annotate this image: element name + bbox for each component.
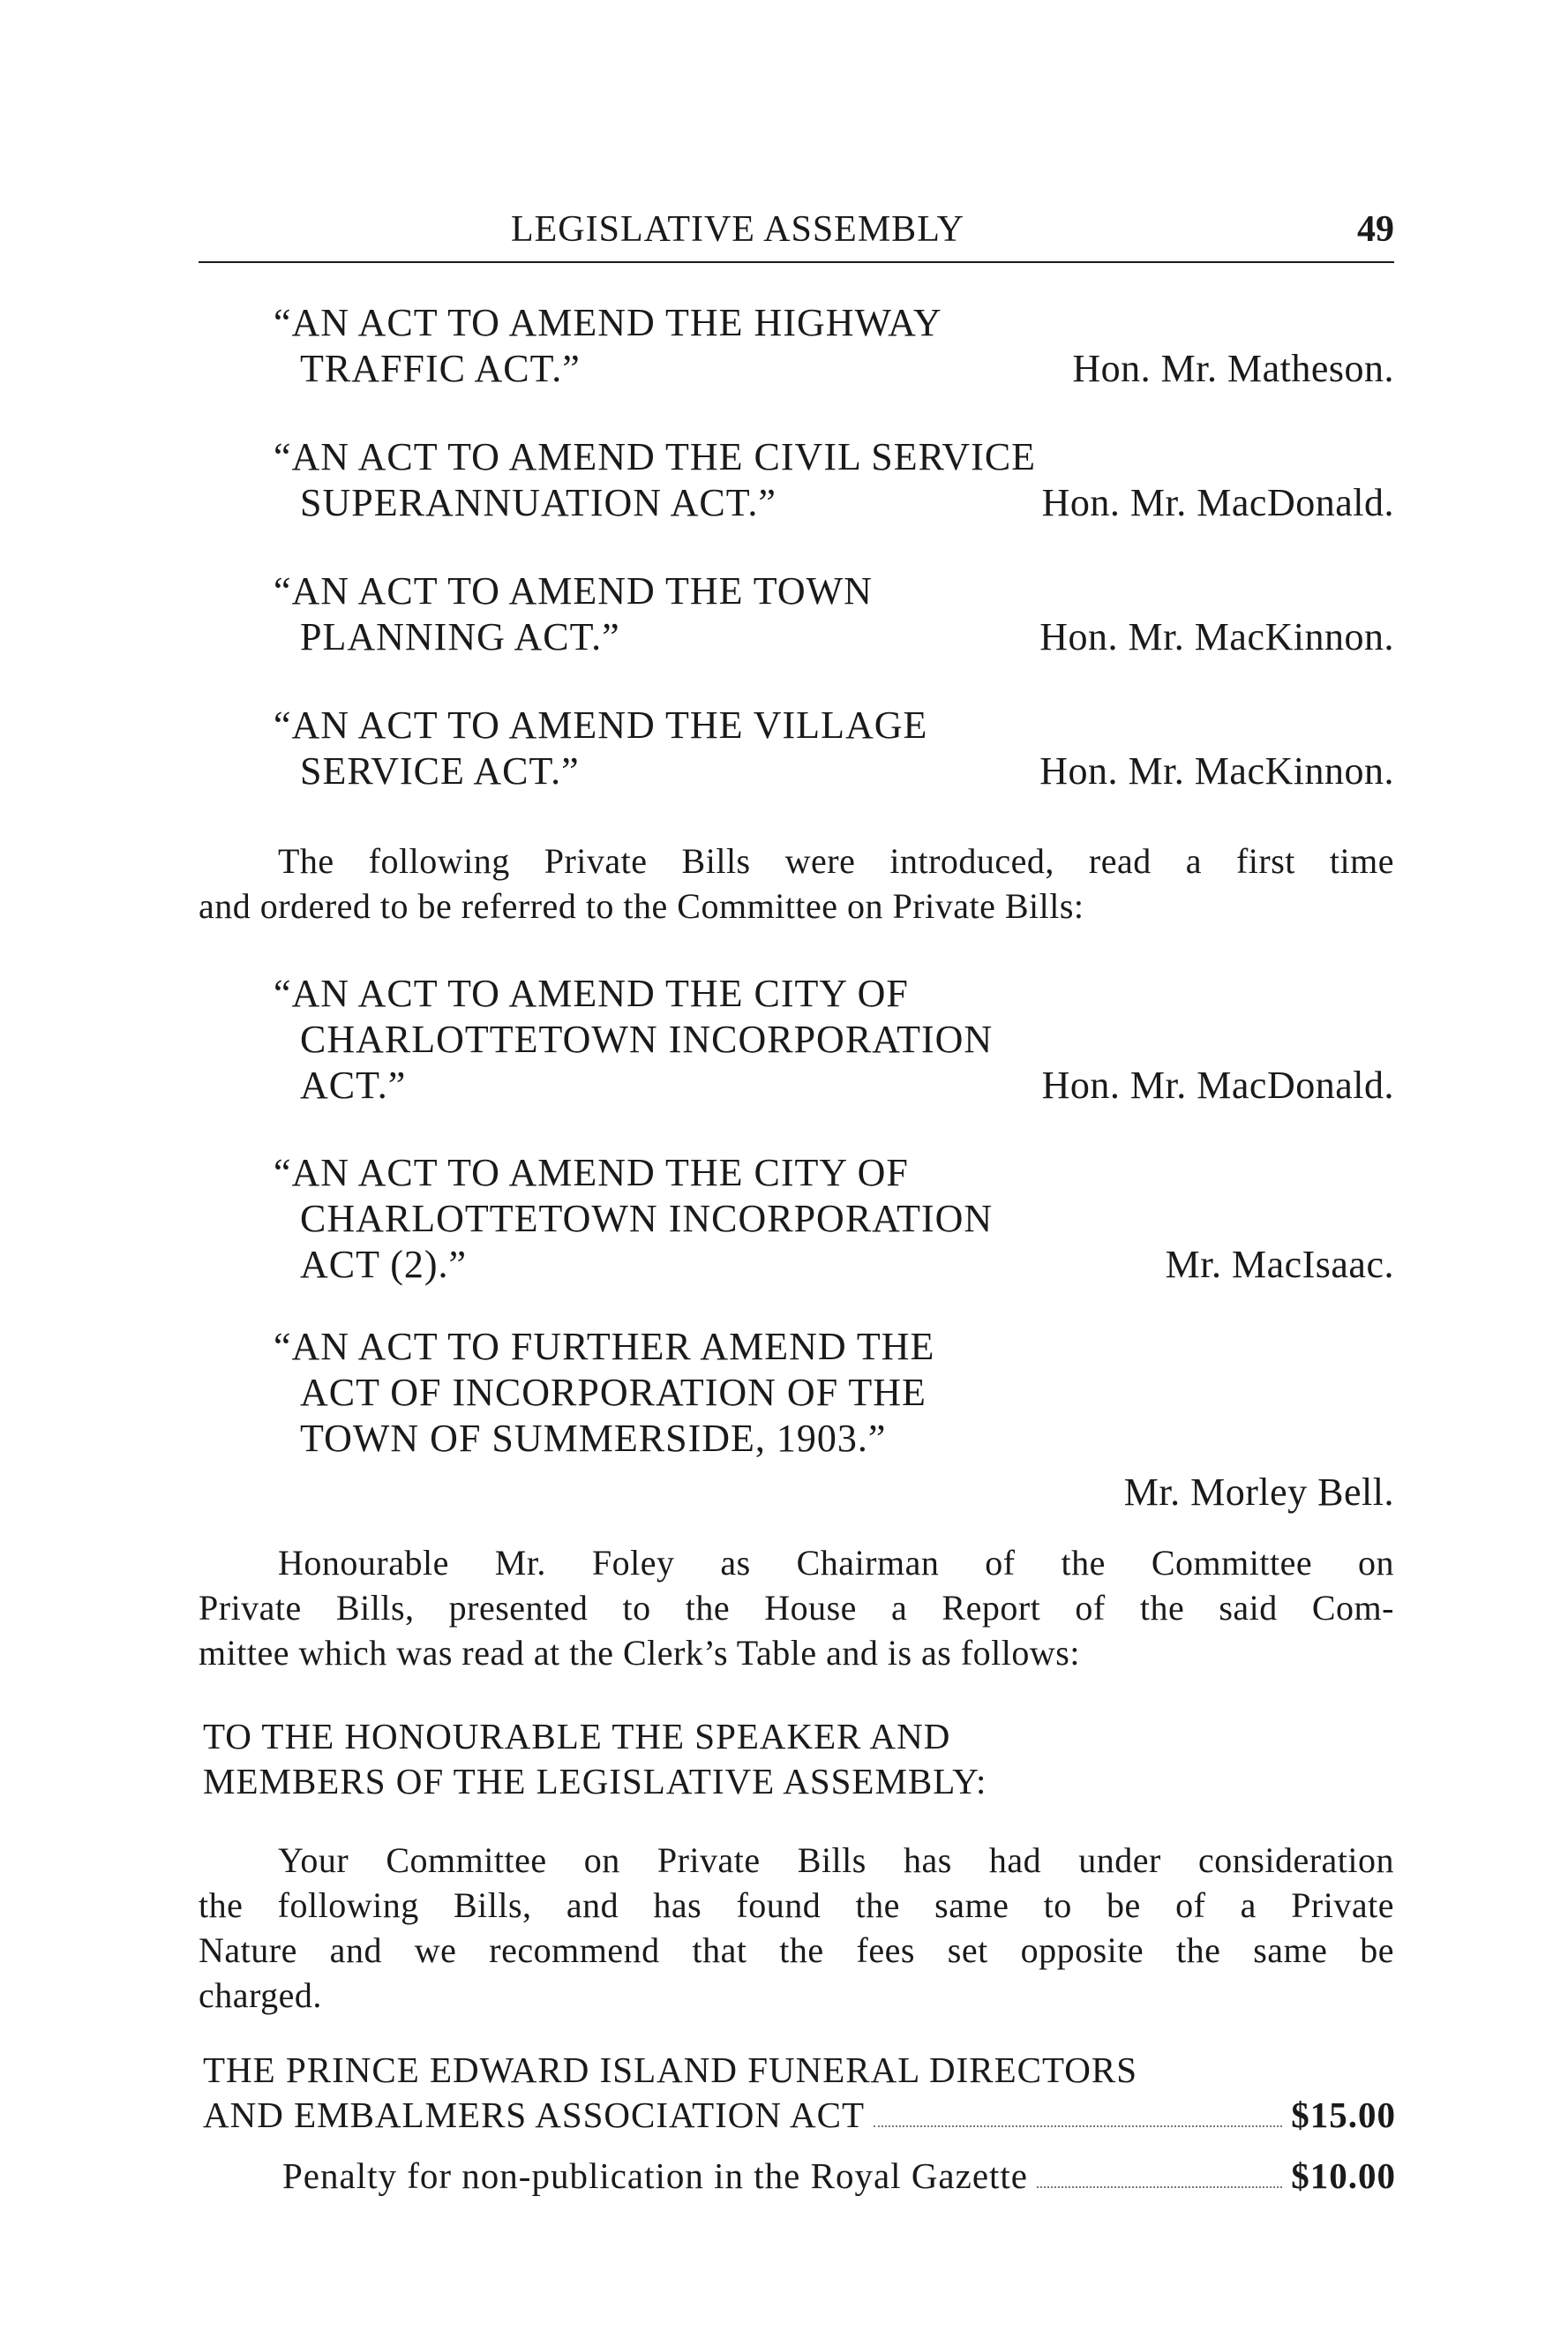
bill-entry (274, 1150, 1394, 1288)
bill-sponsor: Hon. Mr. MacKinnon. (1039, 749, 1394, 793)
bill-title-line: SUPERANNUATION ACT.” (300, 481, 776, 524)
bill-title-line: TOWN OF SUMMERSIDE, 1903.” (300, 1417, 887, 1460)
page-number: 49 (1357, 209, 1394, 250)
paragraph-line: charged. (199, 1975, 322, 2015)
paragraph-line: the following Bills, and has found the same to be of a Private (199, 1885, 1394, 1925)
paragraph-line: Private Bills, presented to the House a Report of the said Com- (199, 1588, 1394, 1628)
private-bills-intro (199, 839, 1394, 929)
bill-title-line: CHARLOTTETOWN INCORPORATION (300, 1197, 994, 1240)
report-body (199, 1838, 1394, 2018)
bill-title-line: PLANNING ACT.” (300, 615, 620, 658)
fee-line (203, 2093, 1396, 2138)
bill-title-line: ACT OF INCORPORATION OF THE (300, 1371, 927, 1414)
address-line: TO THE HONOURABLE THE SPEAKER AND (203, 1716, 951, 1756)
bill-title-line: “AN ACT TO FURTHER AMEND THE (274, 1325, 935, 1368)
bill-title-line: “AN ACT TO AMEND THE CITY OF (274, 1151, 909, 1194)
bill-title-line: “AN ACT TO AMEND THE VILLAGE (274, 703, 928, 747)
running-header (199, 201, 1394, 263)
fee-act-title-line: THE PRINCE EDWARD ISLAND FUNERAL DIRECTORS (203, 2049, 1138, 2090)
bill-sponsor: Mr. MacIsaac. (1165, 1243, 1394, 1286)
bill-sponsor: Hon. Mr. Matheson. (1072, 347, 1394, 390)
penalty-entry (282, 2154, 1396, 2199)
paragraph-line: mittee which was read at the Clerk’s Table and is as follows: (199, 1633, 1080, 1673)
paragraph-line: The following Private Bills were introduced, read a first time (278, 841, 1394, 881)
bill-entry (274, 1324, 1394, 1514)
bill-title-line: “AN ACT TO AMEND THE CIVIL SERVICE (274, 435, 1037, 478)
bill-title-line: “AN ACT TO AMEND THE CITY OF (274, 972, 909, 1015)
bill-sponsor: Hon. Mr. MacKinnon. (1039, 615, 1394, 658)
bill-title-line: SERVICE ACT.” (300, 749, 580, 793)
address-line: MEMBERS OF THE LEGISLATIVE ASSEMBLY: (203, 1761, 987, 1801)
bill-entry (274, 971, 1394, 1109)
penalty-label: Penalty for non-publication in the Royal Gazette (282, 2155, 1028, 2196)
report-address (203, 1714, 987, 1804)
bill-sponsor: Hon. Mr. MacDonald. (1041, 481, 1394, 524)
bill-title-line: CHARLOTTETOWN INCORPORATION (300, 1018, 994, 1061)
bill-sponsor: Hon. Mr. MacDonald. (1041, 1064, 1394, 1107)
fee-act-title-line: AND EMBALMERS ASSOCIATION ACT (203, 2095, 866, 2135)
fee-line (282, 2154, 1396, 2199)
header-title: LEGISLATIVE ASSEMBLY (511, 209, 964, 250)
paragraph-line: Your Committee on Private Bills has had under consideration (278, 1840, 1394, 1880)
bill-entry (274, 703, 1394, 794)
bill-entry (274, 568, 1394, 660)
paragraph-line: and ordered to be referred to the Committee on Private Bills: (199, 886, 1084, 926)
bill-title-line: “AN ACT TO AMEND THE HIGHWAY (274, 301, 942, 344)
header-rule (199, 261, 1394, 263)
dot-leader (1037, 2185, 1282, 2188)
paragraph-line: Honourable Mr. Foley as Chairman of the Committee on (278, 1543, 1394, 1583)
report-intro (199, 1540, 1394, 1675)
paragraph-line: Nature and we recommend that the fees set opposite the same be (199, 1930, 1394, 1970)
penalty-amount: $10.00 (1291, 2155, 1396, 2196)
bill-title-line: ACT.” (300, 1064, 407, 1107)
fee-entry (203, 2048, 1396, 2138)
bill-entry (274, 300, 1394, 392)
bill-title-line: TRAFFIC ACT.” (300, 347, 581, 390)
bill-title-line: “AN ACT TO AMEND THE TOWN (274, 569, 873, 613)
fee-amount: $15.00 (1291, 2095, 1396, 2135)
bill-entry (274, 434, 1394, 526)
dot-leader (874, 2125, 1282, 2127)
bill-title-line: ACT (2).” (300, 1243, 468, 1286)
bill-sponsor: Mr. Morley Bell. (1123, 1470, 1394, 1514)
